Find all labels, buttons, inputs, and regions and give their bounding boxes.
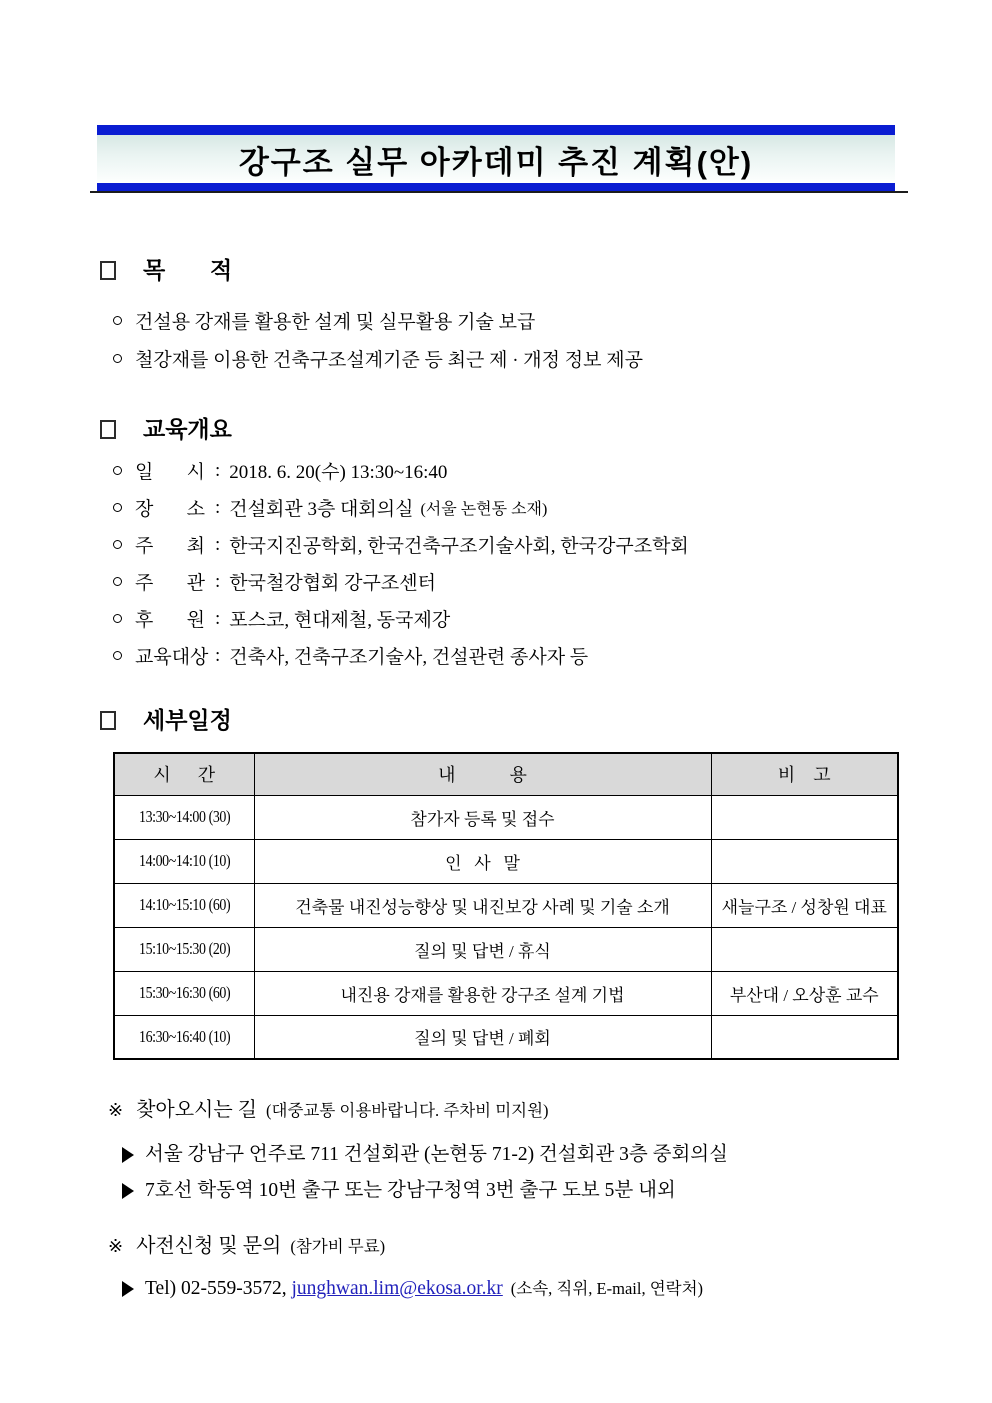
section-heading-overview xyxy=(100,415,232,443)
table-row xyxy=(114,1015,898,1059)
purpose-item xyxy=(113,301,535,339)
arrow-right-icon xyxy=(122,1147,134,1163)
overview-value: 포스코, 현대제철, 동국제강 xyxy=(229,610,451,631)
table-header-row xyxy=(114,753,898,795)
contact-heading xyxy=(108,1232,385,1261)
directions-heading-note: (대중교통 이용바랍니다. 주차비 미지원) xyxy=(266,1101,549,1120)
overview-separator: : xyxy=(215,570,221,592)
overview-value: 건설회관 3층 대회의실 xyxy=(229,499,414,520)
cell-content: 질의 및 답변 / 휴식 xyxy=(254,927,711,971)
page-title: 강구조 실무 아카데미 추진 계획(안) xyxy=(238,144,754,180)
overview-row xyxy=(113,600,457,637)
reference-mark-icon: ※ xyxy=(108,1236,124,1256)
cell-time: 16:30~16:40 (10) xyxy=(114,1015,254,1059)
circle-bullet-icon xyxy=(113,466,122,475)
cell-note xyxy=(711,839,898,883)
overview-row xyxy=(113,526,696,563)
section-heading-schedule xyxy=(100,706,232,734)
overview-row xyxy=(113,637,595,674)
cell-note xyxy=(711,1015,898,1059)
overview-separator: : xyxy=(215,496,221,518)
title-banner xyxy=(97,125,895,191)
banner-body xyxy=(97,135,895,183)
cell-content: 건축물 내진성능향상 및 내진보강 사례 및 기술 소개 xyxy=(254,883,711,927)
cell-time: 15:10~15:30 (20) xyxy=(114,927,254,971)
overview-label: 주 관 xyxy=(135,573,205,594)
purpose-item xyxy=(113,339,643,377)
cell-time: 14:00~14:10 (10) xyxy=(114,839,254,883)
reference-mark-icon: ※ xyxy=(108,1100,124,1120)
overview-label: 교육대상 xyxy=(135,647,209,668)
overview-value: 2018. 6. 20(수) 13:30~16:40 xyxy=(229,462,448,483)
cell-note xyxy=(711,927,898,971)
schedule-table xyxy=(113,752,899,1060)
overview-label: 일 시 xyxy=(135,462,205,483)
direction-item xyxy=(122,1176,676,1206)
overview-separator: : xyxy=(215,533,221,555)
cell-content: 질의 및 답변 / 폐회 xyxy=(254,1015,711,1059)
overview-separator: : xyxy=(215,644,221,666)
cell-note: 새늘구조 / 성창원 대표 xyxy=(711,883,898,927)
overview-value: 한국지진공학회, 한국건축구조기술사회, 한국강구조학회 xyxy=(229,536,689,557)
table-row xyxy=(114,927,898,971)
table-header-time: 시 간 xyxy=(114,753,254,795)
purpose-item-text: 철강재를 이용한 건축구조설계기준 등 최근 제 · 개정 정보 제공 xyxy=(135,349,643,371)
cell-content: 내진용 강재를 활용한 강구조 설계 기법 xyxy=(254,971,711,1015)
cell-note: 부산대 / 오상훈 교수 xyxy=(711,971,898,1015)
checkbox-square-icon xyxy=(100,261,116,280)
direction-item xyxy=(122,1140,728,1170)
section-heading-purpose xyxy=(100,256,232,284)
cell-content: 인 사 말 xyxy=(254,839,711,883)
circle-bullet-icon xyxy=(113,540,122,549)
contact-suffix: (소속, 직위, E-mail, 연락처) xyxy=(510,1279,704,1298)
directions-heading xyxy=(108,1096,549,1125)
email-link[interactable]: junghwan.lim@ekosa.or.kr xyxy=(291,1278,503,1299)
overview-label: 주 최 xyxy=(135,536,205,557)
contact-heading-note: (참가비 무료) xyxy=(290,1237,386,1256)
table-row xyxy=(114,883,898,927)
circle-bullet-icon xyxy=(113,316,122,325)
overview-separator: : xyxy=(215,607,221,629)
overview-heading-label: 교육개요 xyxy=(143,416,232,442)
table-header-note: 비 고 xyxy=(711,753,898,795)
overview-row xyxy=(113,563,443,600)
banner-bottom-bar xyxy=(97,183,895,191)
cell-time: 14:10~15:10 (60) xyxy=(114,883,254,927)
purpose-item-text: 건설용 강재를 활용한 설계 및 실무활용 기술 보급 xyxy=(135,311,536,333)
direction-item-text: 서울 강남구 언주로 711 건설회관 (논현동 71-2) 건설회관 3층 중회의실 xyxy=(145,1144,728,1165)
tel-text: Tel) 02-559-3572, xyxy=(145,1278,287,1299)
contact-heading-label: 사전신청 및 문의 xyxy=(136,1235,282,1257)
circle-bullet-icon xyxy=(113,614,122,623)
circle-bullet-icon xyxy=(113,651,122,660)
overview-note: (서울 논현동 소재) xyxy=(420,501,548,518)
contact-line xyxy=(122,1274,703,1304)
banner-underline xyxy=(90,191,908,193)
overview-separator: : xyxy=(215,459,221,481)
circle-bullet-icon xyxy=(113,577,122,586)
circle-bullet-icon xyxy=(113,503,122,512)
cell-content: 참가자 등록 및 접수 xyxy=(254,795,711,839)
arrow-right-icon xyxy=(122,1183,134,1199)
table-row xyxy=(114,795,898,839)
table-row xyxy=(114,971,898,1015)
cell-time: 13:30~14:00 (30) xyxy=(114,795,254,839)
overview-label: 후 원 xyxy=(135,610,205,631)
direction-item-text: 7호선 학동역 10번 출구 또는 강남구청역 3번 출구 도보 5분 내외 xyxy=(145,1180,676,1201)
arrow-right-icon xyxy=(122,1281,134,1297)
overview-row xyxy=(113,489,547,526)
overview-row xyxy=(113,452,454,489)
cell-note xyxy=(711,795,898,839)
directions-heading-label: 찾아오시는 길 xyxy=(136,1099,258,1121)
table-header-content: 내 용 xyxy=(254,753,711,795)
overview-value: 건축사, 건축구조기술사, 건설관련 종사자 등 xyxy=(229,647,589,668)
schedule-heading-label: 세부일정 xyxy=(143,707,232,733)
purpose-heading-label: 목 적 xyxy=(143,257,233,283)
checkbox-square-icon xyxy=(100,711,116,730)
overview-label: 장 소 xyxy=(135,499,205,520)
banner-top-bar xyxy=(97,125,895,135)
table-row xyxy=(114,839,898,883)
circle-bullet-icon xyxy=(113,354,122,363)
overview-value: 한국철강협회 강구조센터 xyxy=(229,573,436,594)
checkbox-square-icon xyxy=(100,420,116,439)
cell-time: 15:30~16:30 (60) xyxy=(114,971,254,1015)
